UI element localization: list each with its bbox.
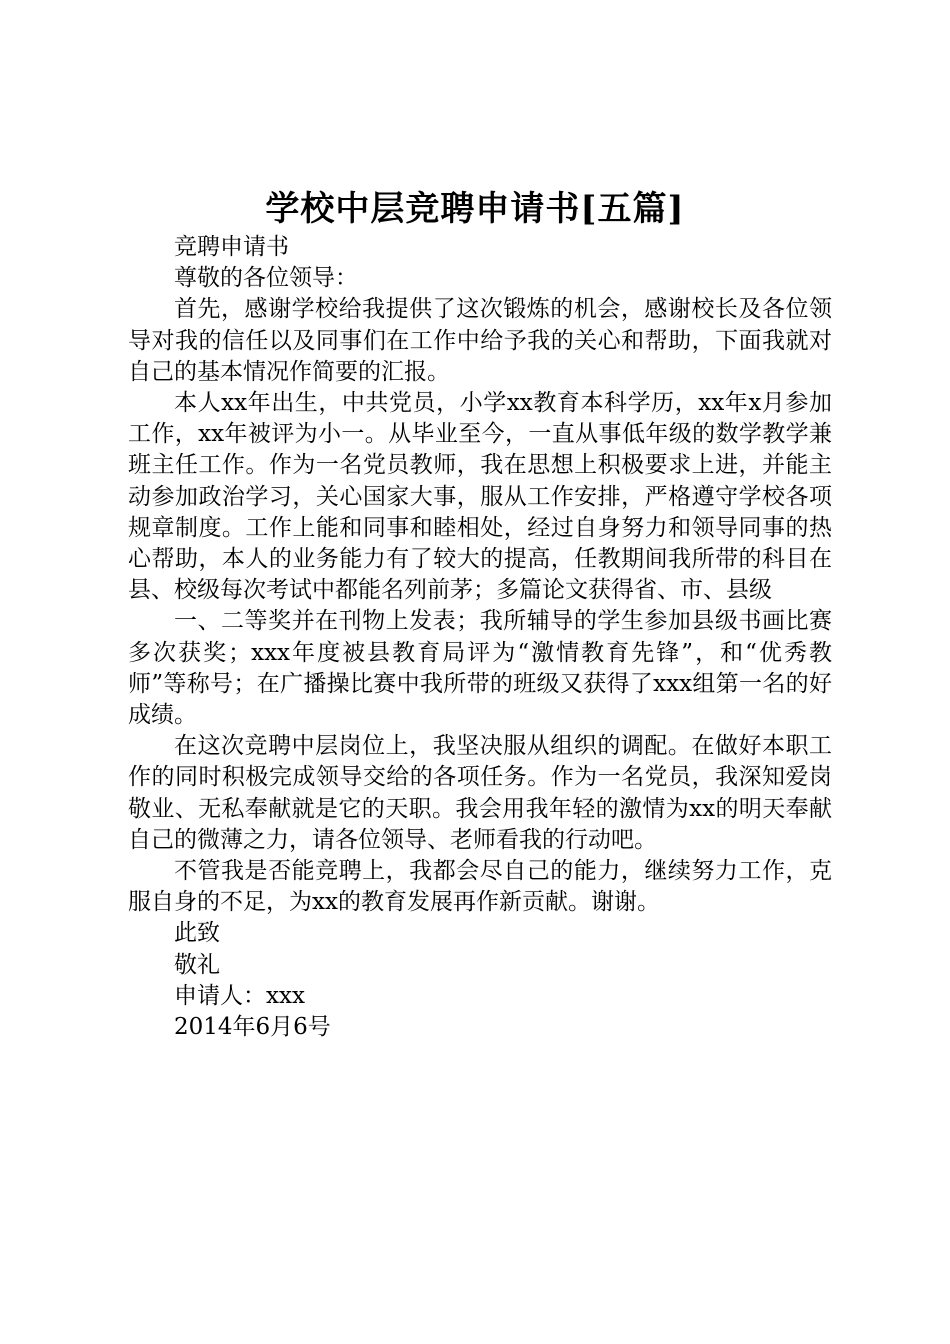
- paragraph-date: 2014年6月6号: [174, 1014, 331, 1041]
- document-body: [128, 232, 832, 1043]
- paragraph-applicant: 申请人：xxx: [174, 982, 305, 1009]
- paragraph-jingli: 敬礼: [174, 951, 220, 978]
- paragraph-commitment: 在这次竞聘中层岗位上，我坚决服从组织的调配。在做好本职工作的同时积极完成领导交给的各项任务。作为一名党员，我深知爱岗敬业、无私奉献就是它的天职。我会用我年轻的激情为xx的明天奉献自己的微薄之力，请各位领导、老师看我的行动吧。: [128, 733, 832, 853]
- paragraph-cizhi: 此致: [174, 920, 220, 947]
- paragraph-heading: 竞聘申请书: [174, 234, 289, 260]
- paragraph-awards: 一、二等奖并在刊物上发表；我所辅导的学生参加县级书画比赛多次获奖；xxx年度被县教育局评为“激情教育先锋”，和“优秀教师”等称号；在广播操比赛中我所带的班级又获得了xxx组第一名的好成绩。: [128, 608, 832, 729]
- paragraph-intro: 首先，感谢学校给我提供了这次锻炼的机会，感谢校长及各位领导对我的信任以及同事们在工作中给予我的关心和帮助，下面我就对自己的基本情况作简要的汇报。: [128, 296, 832, 385]
- paragraph-closing: 不管我是否能竞聘上，我都会尽自己的能力，继续努力工作，克服自身的不足，为xx的教育发展再作新贡献。谢谢。: [128, 858, 832, 916]
- paragraph-background: 本人xx年出生，中共党员，小学xx教育本科学历，xx年x月参加工作，xx年被评为小一。从毕业至今，一直从事低年级的数学教学兼班主任工作。作为一名党员教师，我在思想上积极要求上进，并能主动参加政治学习，关心国家大事，服从工作安排，严格遵守学校各项规章制度。工作上能和同事和睦相处，经过自身努力和领导同事的热心帮助，本人的业务能力有了较大的提高，任教期间我所带的科目在县、校级每次考试中都能名列前茅；多篇论文获得省、市、县级: [128, 390, 832, 604]
- paragraph-salutation: 尊敬的各位领导：: [174, 265, 358, 292]
- document-title: 学校中层竞聘申请书[五篇]: [265, 189, 685, 229]
